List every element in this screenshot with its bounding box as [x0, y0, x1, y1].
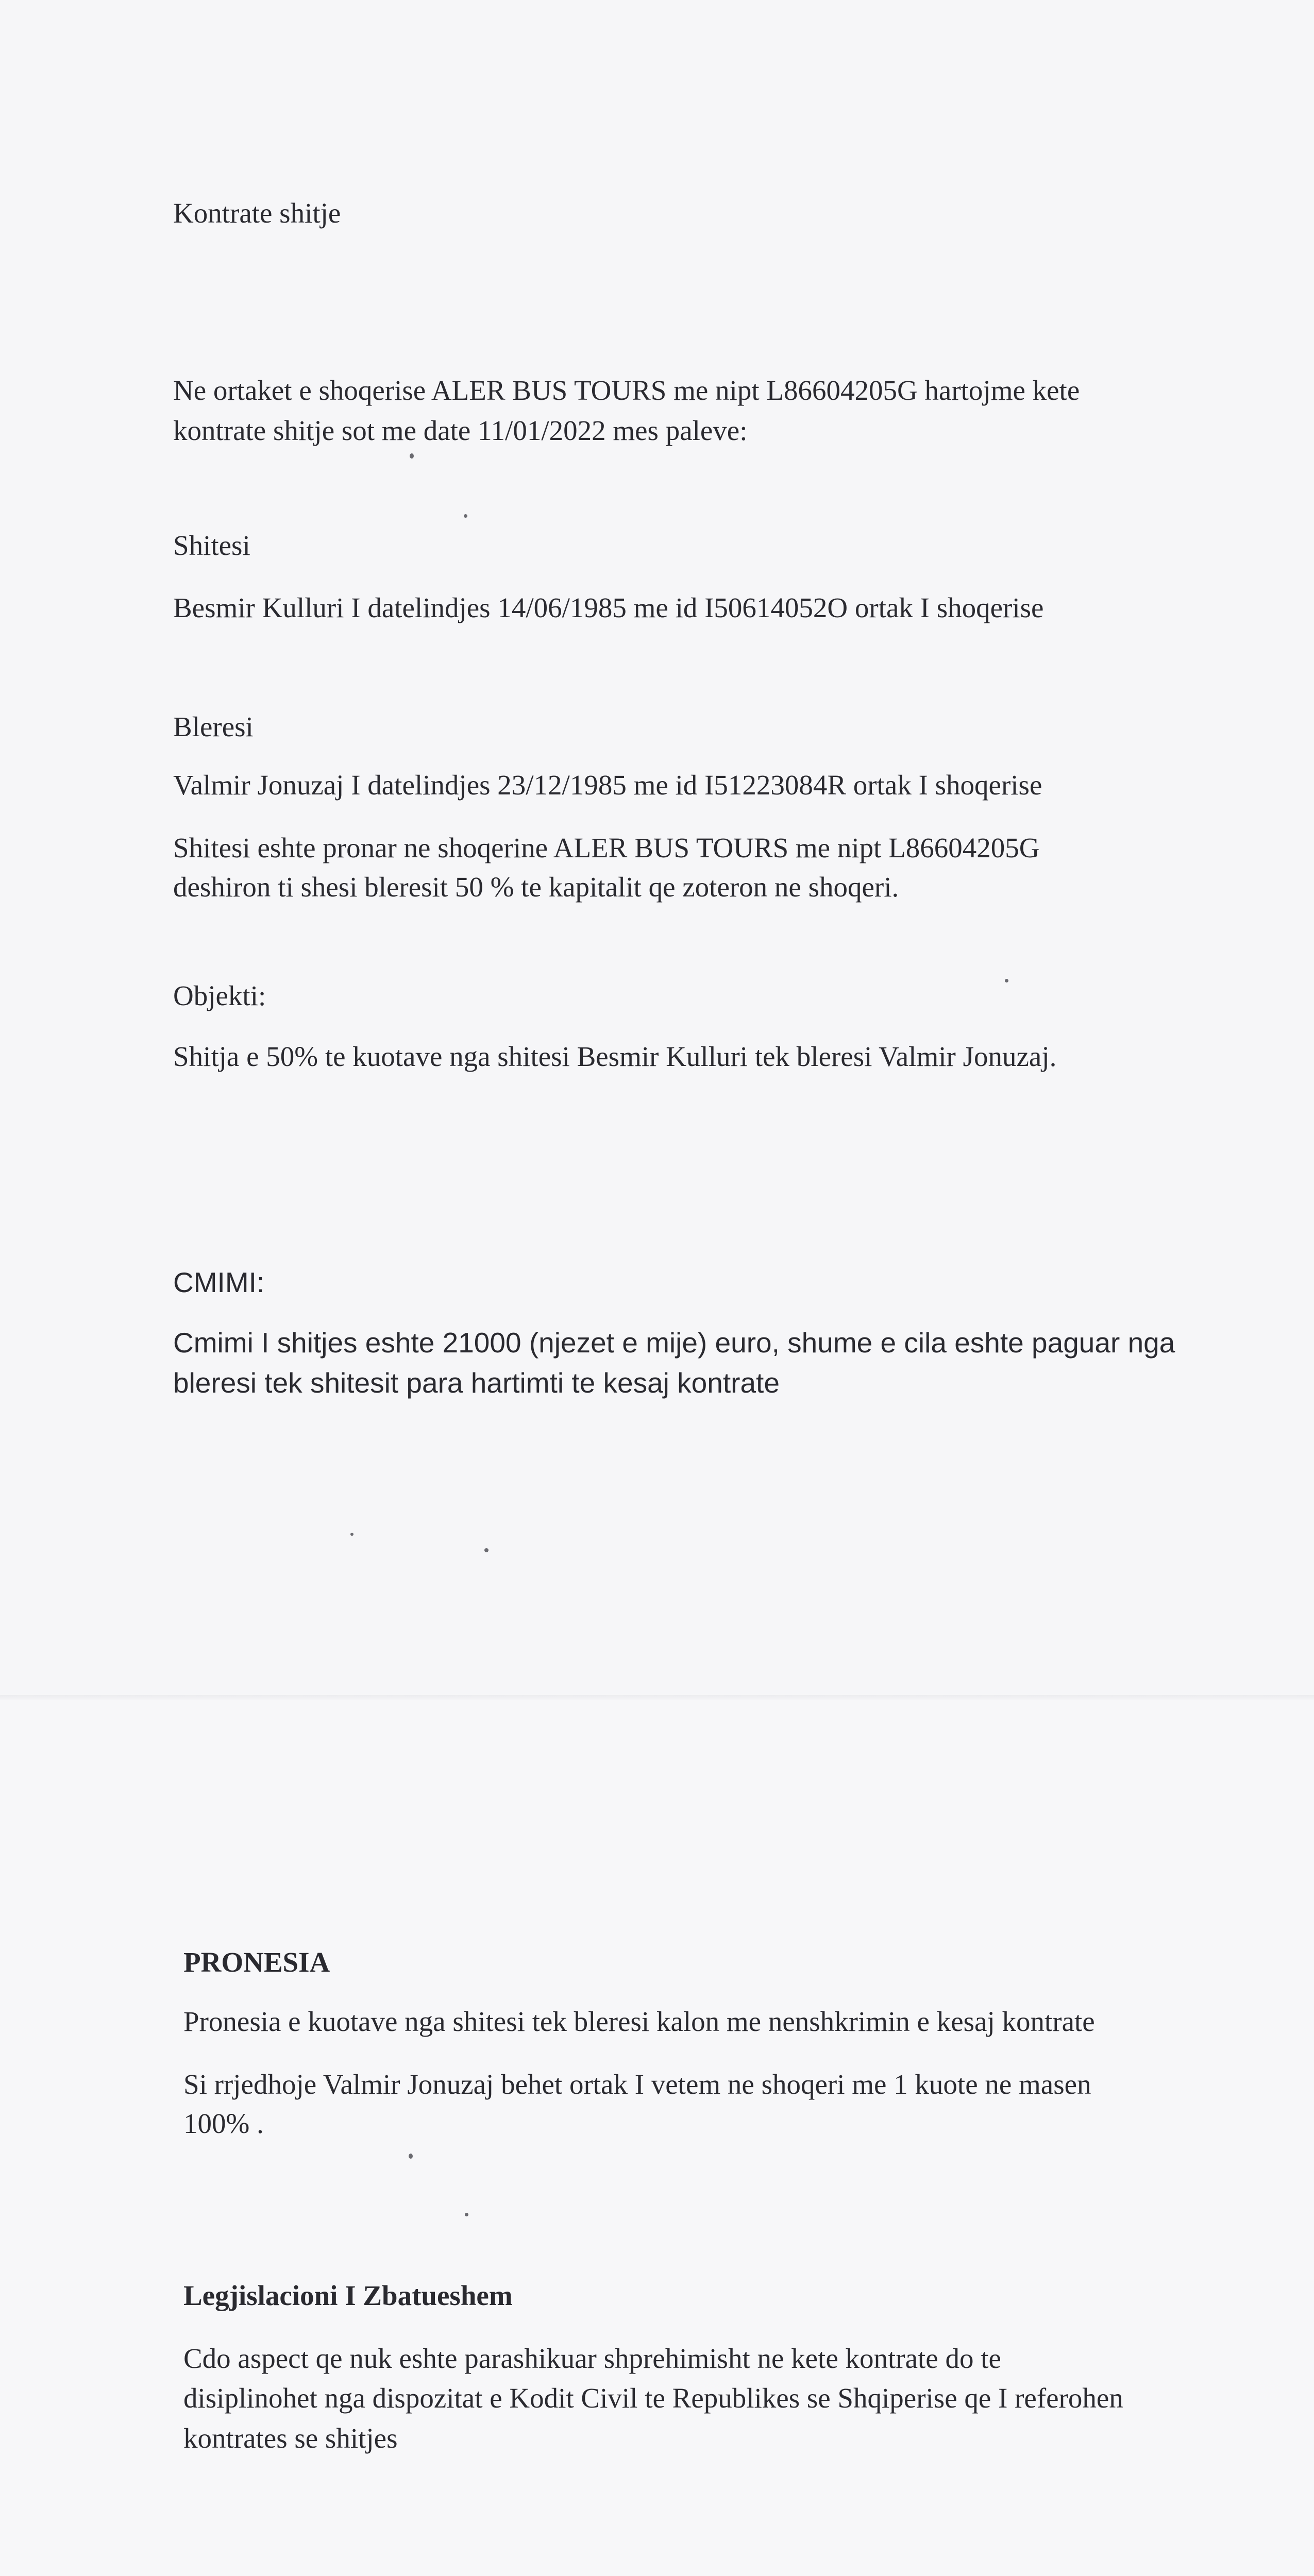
price-line-2: bleresi tek shitesit para hartimti te kesaj kontrate — [173, 1367, 780, 1399]
owner-line-2: deshiron ti shesi bleresit 50 % te kapitalit qe zoteron ne shoqeri. — [173, 871, 899, 903]
law-line-2: disiplinohet nga dispozitat e Kodit Civil te Republikes se Shqiperise qe I referohen — [183, 2382, 1123, 2414]
buyer-details: Valmir Jonuzaj I datelindjes 23/12/1985 me id I51223084R ortak I shoqerise — [173, 769, 1042, 801]
law-line-1: Cdo aspect qe nuk eshte parashikuar shprehimisht ne kete kontrate do te — [183, 2343, 1001, 2374]
law-line-3: kontrates se shitjes — [183, 2422, 398, 2454]
document-title: Kontrate shitje — [173, 197, 341, 229]
ownership-heading: PRONESIA — [183, 1946, 330, 1978]
scan-speck — [465, 2213, 468, 2216]
price-heading: CMIMI: — [173, 1266, 265, 1298]
scan-speck — [410, 453, 414, 459]
scan-speck — [1005, 979, 1008, 982]
scan-speck — [484, 1548, 488, 1552]
consequence-line-1: Si rrjedhoje Valmir Jonuzaj behet ortak I vetem ne shoqeri me 1 kuote ne masen — [183, 2069, 1091, 2100]
seller-details: Besmir Kulluri I datelindjes 14/06/1985 me id I50614052O ortak I shoqerise — [173, 592, 1044, 623]
scan-speck — [409, 2154, 413, 2159]
intro-line-1: Ne ortaket e shoqerise ALER BUS TOURS me nipt L86604205G hartojme kete — [173, 375, 1080, 406]
scan-speck — [350, 1533, 353, 1536]
consequence-line-2: 100% . — [183, 2108, 264, 2139]
law-heading: Legjislacioni I Zbatueshem — [183, 2280, 513, 2311]
price-line-1: Cmimi I shitjes eshte 21000 (njezet e mije) euro, shume e cila eshte paguar nga — [173, 1327, 1175, 1359]
contract-page-2 — [0, 1700, 1314, 2576]
object-heading: Objekti: — [173, 980, 266, 1011]
scan-speck — [464, 514, 467, 518]
owner-line-1: Shitesi eshte pronar ne shoqerine ALER BUS TOURS me nipt L86604205G — [173, 832, 1040, 863]
seller-heading: Shitesi — [173, 530, 250, 561]
object-details: Shitja e 50% te kuotave nga shitesi Besmir Kulluri tek bleresi Valmir Jonuzaj. — [173, 1041, 1057, 1072]
ownership-text: Pronesia e kuotave nga shitesi tek bleresi kalon me nenshkrimin e kesaj kontrate — [183, 2006, 1095, 2037]
intro-line-2: kontrate shitje sot me date 11/01/2022 mes paleve: — [173, 415, 748, 446]
buyer-heading: Bleresi — [173, 711, 254, 742]
